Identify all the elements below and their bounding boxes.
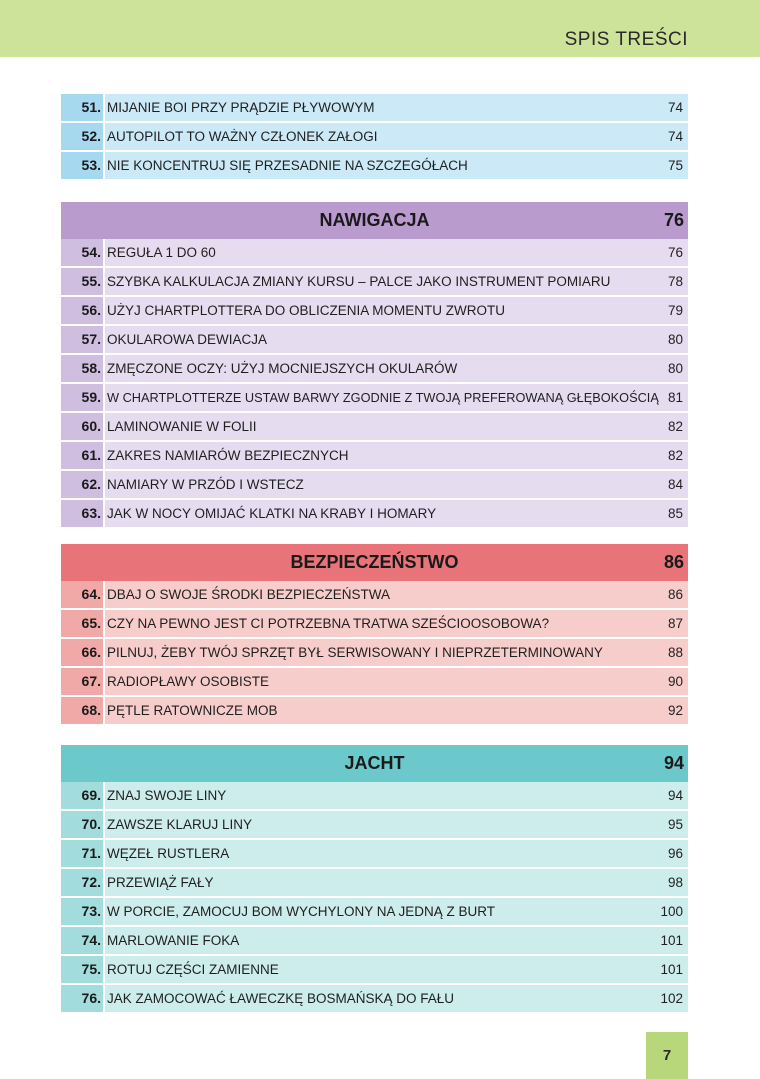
entry-number: 53. bbox=[61, 152, 103, 179]
entry-number: 58. bbox=[61, 355, 103, 382]
entry-page: 96 bbox=[667, 846, 683, 861]
entry-page: 74 bbox=[667, 129, 683, 144]
entry-page: 82 bbox=[667, 419, 683, 434]
entry-number: 70. bbox=[61, 811, 103, 838]
entry-page: 76 bbox=[667, 245, 683, 260]
toc-entry[interactable] bbox=[61, 985, 688, 1014]
section-title: JACHT bbox=[344, 753, 405, 773]
entry-page: 98 bbox=[667, 875, 683, 890]
entry-title: SZYBKA KALKULACJA ZMIANY KURSU – PALCE JAKO INSTRUMENT POMIARU bbox=[107, 274, 611, 289]
entry-number: 65. bbox=[61, 610, 103, 637]
toc-entry[interactable] bbox=[61, 239, 688, 268]
entry-page: 88 bbox=[667, 645, 683, 660]
entry-title: ZNAJ SWOJE LINY bbox=[107, 788, 227, 803]
entry-page: 82 bbox=[667, 448, 683, 463]
entry-title: CZY NA PEWNO JEST CI POTRZEBNA TRATWA SZEŚCIOOSOBOWA? bbox=[107, 616, 550, 631]
toc-entry[interactable] bbox=[61, 94, 688, 123]
entry-title: NIE KONCENTRUJ SIĘ PRZESADNIE NA SZCZEGÓŁACH bbox=[107, 158, 468, 173]
entry-number: 66. bbox=[61, 639, 103, 666]
toc-entry[interactable] bbox=[61, 869, 688, 898]
toc-entry[interactable] bbox=[61, 927, 688, 956]
toc-section-jacht bbox=[61, 745, 688, 1014]
toc-entry[interactable] bbox=[61, 442, 688, 471]
entry-title: UŻYJ CHARTPLOTTERA DO OBLICZENIA MOMENTU ZWROTU bbox=[107, 303, 506, 318]
page-number-box bbox=[646, 1032, 688, 1079]
entry-number: 69. bbox=[61, 782, 103, 809]
entry-number: 73. bbox=[61, 898, 103, 925]
entry-title: JAK W NOCY OMIJAĆ KLATKI NA KRABY I HOMARY bbox=[107, 506, 437, 521]
entry-title: MARLOWANIE FOKA bbox=[107, 933, 240, 948]
page-number: 7 bbox=[662, 1047, 672, 1064]
toc-entry[interactable] bbox=[61, 471, 688, 500]
entry-title: RADIOPŁAWY OSOBISTE bbox=[107, 674, 270, 689]
toc-entry[interactable] bbox=[61, 639, 688, 668]
entry-page: 102 bbox=[660, 991, 683, 1006]
entry-title: LAMINOWANIE W FOLII bbox=[107, 419, 257, 434]
entry-number: 64. bbox=[61, 581, 103, 608]
entry-title: REGUŁA 1 DO 60 bbox=[107, 245, 216, 260]
entry-page: 85 bbox=[667, 506, 683, 521]
entry-page: 101 bbox=[660, 933, 683, 948]
toc-section-nawigacja bbox=[61, 202, 688, 529]
entry-page: 81 bbox=[667, 390, 683, 405]
entry-page: 101 bbox=[660, 962, 683, 977]
entry-page: 86 bbox=[667, 587, 683, 602]
page-title: SPIS TREŚCI bbox=[564, 29, 688, 50]
entry-page: 80 bbox=[667, 361, 683, 376]
section-header[interactable] bbox=[61, 745, 688, 782]
entry-page: 95 bbox=[667, 817, 683, 832]
section-header[interactable] bbox=[61, 202, 688, 239]
section-title: NAWIGACJA bbox=[319, 210, 430, 230]
entry-title: WĘZEŁ RUSTLERA bbox=[107, 846, 230, 861]
entry-title: ZAKRES NAMIARÓW BEZPIECZNYCH bbox=[107, 448, 349, 463]
entry-title: DBAJ O SWOJE ŚRODKI BEZPIECZEŃSTWA bbox=[107, 587, 391, 602]
toc-entry[interactable] bbox=[61, 384, 688, 413]
toc-entry[interactable] bbox=[61, 956, 688, 985]
toc-entry[interactable] bbox=[61, 840, 688, 869]
entry-title: AUTOPILOT TO WAŻNY CZŁONEK ZAŁOGI bbox=[107, 129, 378, 144]
entry-page: 75 bbox=[667, 158, 683, 173]
section-page: 94 bbox=[663, 753, 684, 773]
entry-number: 52. bbox=[61, 123, 103, 150]
toc-entry[interactable] bbox=[61, 413, 688, 442]
entry-title: ZAWSZE KLARUJ LINY bbox=[107, 817, 253, 832]
toc-entry[interactable] bbox=[61, 898, 688, 927]
section-header[interactable] bbox=[61, 544, 688, 581]
entry-title: PRZEWIĄŻ FAŁY bbox=[107, 875, 214, 890]
entry-number: 51. bbox=[61, 94, 103, 121]
toc-entry[interactable] bbox=[61, 326, 688, 355]
entry-page: 94 bbox=[667, 788, 683, 803]
section-page: 76 bbox=[663, 210, 684, 230]
entry-number: 74. bbox=[61, 927, 103, 954]
toc-entry[interactable] bbox=[61, 811, 688, 840]
entry-title: PILNUJ, ŻEBY TWÓJ SPRZĘT BYŁ SERWISOWANY I NIEPRZETERMINOWANY bbox=[107, 645, 603, 660]
entry-page: 74 bbox=[667, 100, 683, 115]
entry-title: OKULAROWA DEWIACJA bbox=[107, 332, 268, 347]
entry-number: 75. bbox=[61, 956, 103, 983]
toc-entry[interactable] bbox=[61, 268, 688, 297]
toc-entry[interactable] bbox=[61, 610, 688, 639]
entry-number: 72. bbox=[61, 869, 103, 896]
entry-number: 68. bbox=[61, 697, 103, 724]
entry-title: PĘTLE RATOWNICZE MOB bbox=[107, 703, 278, 718]
entry-number: 59. bbox=[61, 384, 103, 411]
entry-title: MIJANIE BOI PRZY PRĄDZIE PŁYWOWYM bbox=[107, 100, 375, 115]
toc-entry[interactable] bbox=[61, 297, 688, 326]
toc-section-bezpieczenstwo bbox=[61, 544, 688, 726]
section-page: 86 bbox=[663, 552, 684, 572]
entry-page: 100 bbox=[660, 904, 683, 919]
entry-title: ZMĘCZONE OCZY: UŻYJ MOCNIEJSZYCH OKULARÓW bbox=[107, 361, 458, 376]
entry-title: W PORCIE, ZAMOCUJ BOM WYCHYLONY NA JEDNĄ Z BURT bbox=[107, 904, 496, 919]
entry-number: 71. bbox=[61, 840, 103, 867]
entry-title: NAMIARY W PRZÓD I WSTECZ bbox=[107, 477, 304, 492]
entry-page: 79 bbox=[667, 303, 683, 318]
entry-title: W CHARTPLOTTERZE USTAW BARWY ZGODNIE Z TWOJĄ PREFEROWANĄ GŁĘBOKOŚCIĄ bbox=[107, 390, 659, 405]
toc-entry[interactable] bbox=[61, 668, 688, 697]
entry-page: 87 bbox=[667, 616, 683, 631]
entry-page: 92 bbox=[667, 703, 683, 718]
toc-entry[interactable] bbox=[61, 500, 688, 529]
toc-entry[interactable] bbox=[61, 123, 688, 152]
toc-entry[interactable] bbox=[61, 581, 688, 610]
entry-number: 62. bbox=[61, 471, 103, 498]
entry-page: 84 bbox=[667, 477, 683, 492]
entry-number: 57. bbox=[61, 326, 103, 353]
header-bar bbox=[0, 0, 760, 57]
toc-entry[interactable] bbox=[61, 782, 688, 811]
toc-entry[interactable] bbox=[61, 355, 688, 384]
entry-page: 80 bbox=[667, 332, 683, 347]
entry-number: 54. bbox=[61, 239, 103, 266]
entry-number: 56. bbox=[61, 297, 103, 324]
entry-number: 67. bbox=[61, 668, 103, 695]
toc-entry[interactable] bbox=[61, 152, 688, 181]
entry-title: ROTUJ CZĘŚCI ZAMIENNE bbox=[107, 962, 279, 977]
toc-section-continuation bbox=[61, 94, 688, 181]
entry-page: 90 bbox=[667, 674, 683, 689]
entry-page: 78 bbox=[667, 274, 683, 289]
entry-number: 60. bbox=[61, 413, 103, 440]
entry-number: 63. bbox=[61, 500, 103, 527]
toc-entry[interactable] bbox=[61, 697, 688, 726]
section-title: BEZPIECZEŃSTWO bbox=[290, 552, 459, 572]
entry-title: JAK ZAMOCOWAĆ ŁAWECZKĘ BOSMAŃSKĄ DO FAŁU bbox=[107, 991, 455, 1006]
entry-number: 61. bbox=[61, 442, 103, 469]
entry-number: 76. bbox=[61, 985, 103, 1012]
entry-number: 55. bbox=[61, 268, 103, 295]
